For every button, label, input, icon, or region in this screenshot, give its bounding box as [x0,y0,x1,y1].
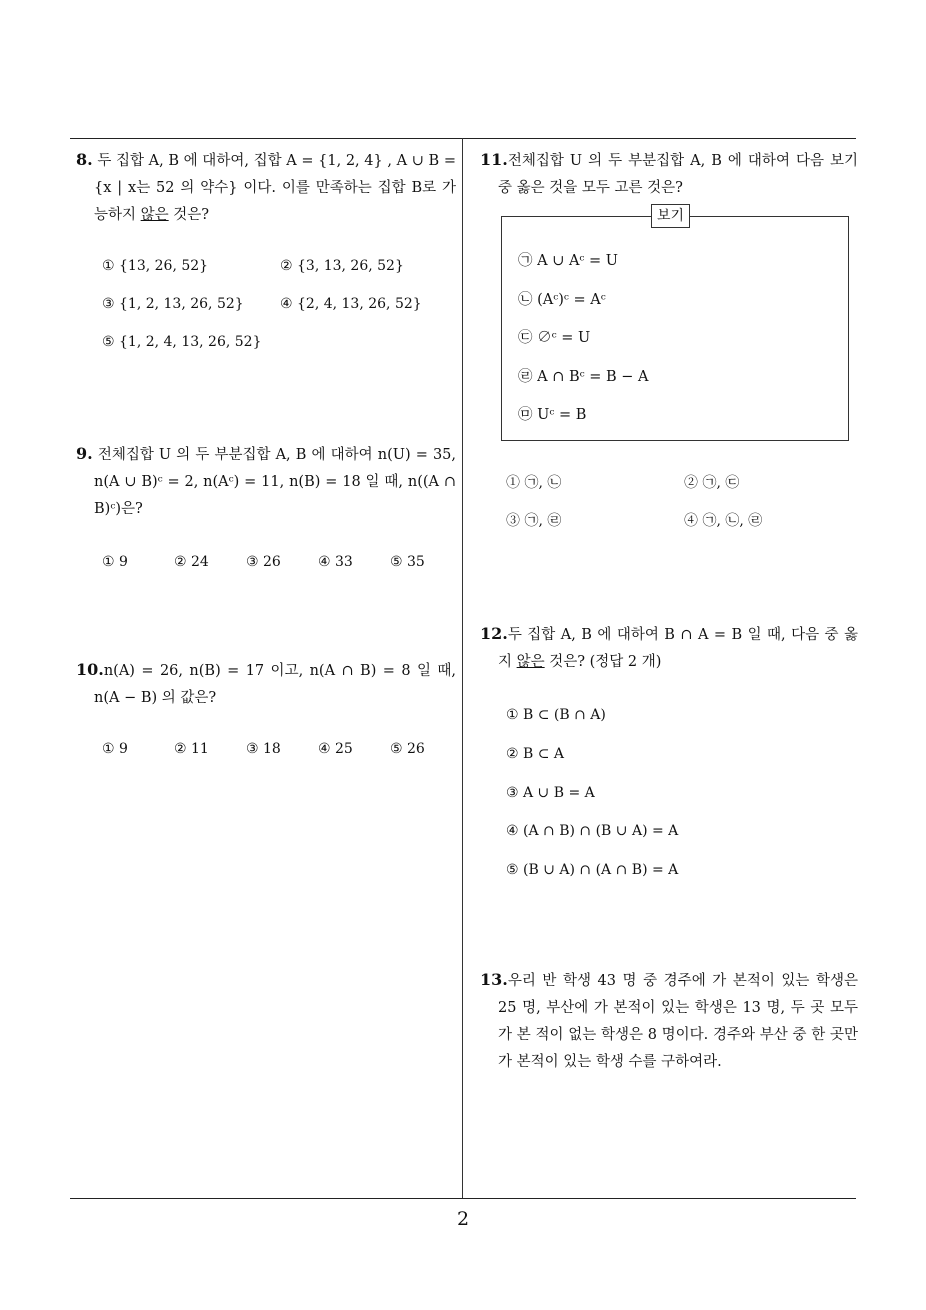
problem-13-body: 우리 반 학생 43 명 중 경주에 가 본적이 있는 학생은 25 명, 부산에 가 본적이 있는 학생은 13 명, 두 곳 모두 가 본 적이 없는 학생은 8 명이다. 경주와 부산 중 한 곳만 가 본적이 있는 학생 수를 구하여라. [498,973,858,1070]
column-divider [462,138,463,1198]
choice-1[interactable]: ① 9 [102,554,128,570]
problem-10-text [76,656,456,712]
bogi-item-1: ㉠ A ∪ Aᶜ = U [518,253,619,269]
choice-4[interactable]: ④ 33 [318,554,353,570]
choice-4[interactable]: ④ 25 [318,741,353,757]
problem-number: 9. [76,444,93,463]
bogi-item-5: ㉤ Uᶜ = B [518,407,587,423]
bogi-label: 보기 [651,204,690,228]
answer-choices [480,676,858,876]
choice-3[interactable]: ③ A ∪ B = A [506,785,595,801]
choice-4[interactable]: ④ (A ∩ B) ∩ (B ∪ A) = A [506,823,679,839]
choice-1[interactable]: ① {13, 26, 52} [102,258,209,274]
bogi-item-3: ㉢ ∅ᶜ = U [518,330,591,346]
choice-2[interactable]: ② {3, 13, 26, 52} [280,258,404,274]
choice-5[interactable]: ⑤ 26 [390,741,425,757]
choice-5[interactable]: ⑤ (B ∪ A) ∩ (A ∩ B) = A [506,862,679,878]
problem-number: 12. [480,624,508,643]
answer-choices [76,712,456,772]
problem-9-text [76,440,456,523]
choice-4[interactable]: ④ ㉠, ㉡, ㉣ [684,513,763,529]
underlined-word: 않은 [516,654,545,670]
answer-choices [76,523,456,583]
choice-2[interactable]: ② 11 [174,741,209,757]
problem-13 [480,966,858,1076]
problem-number: 13. [480,970,508,989]
choice-1[interactable]: ① B ⊂ (B ∩ A) [506,707,606,723]
choice-1[interactable]: ① 9 [102,741,128,757]
bogi-box [501,216,849,441]
problem-12-body: 두 집합 A, B 에 대하여 B ∩ A = B 일 때, 다음 중 옳지 [498,627,858,670]
choice-1[interactable]: ① ㉠, ㉡ [506,475,562,491]
bogi-item-4: ㉣ A ∩ Bᶜ = B − A [518,369,649,385]
choice-5[interactable]: ⑤ {1, 2, 4, 13, 26, 52} [102,334,262,350]
problem-9-body: 전체집합 U 의 두 부분집합 A, B 에 대하여 n(U) = 35, n(A ∪ B)ᶜ = 2, n(Aᶜ) = 11, n(B) = 18 일 때, n((A ∩ B)ᶜ)은? [94,447,457,517]
underlined-word: 않은 [140,207,169,223]
problem-10-body: n(A) = 26, n(B) = 17 이고, n(A ∩ B) = 8 일 때, n(A − B) 의 값은? [94,663,456,706]
choice-2[interactable]: ② B ⊂ A [506,746,565,762]
choice-2[interactable]: ② ㉠, ㉢ [684,475,740,491]
bottom-rule [70,1198,856,1199]
choice-3[interactable]: ③ {1, 2, 13, 26, 52} [102,296,244,312]
problem-11-text [480,146,858,202]
answer-choices [76,229,456,359]
problem-12 [480,620,858,876]
problem-12-body-end: 것은? (정답 2 개) [544,654,662,670]
problem-12-text [480,620,858,676]
problem-8-text [76,146,456,229]
problem-8-body-end: 것은? [168,207,210,223]
problem-11-body: 전체집합 U 의 두 부분집합 A, B 에 대하여 다음 보기 중 옳은 것을 모두 고른 것은? [498,153,858,196]
choice-3[interactable]: ③ 26 [246,554,281,570]
bogi-item-2: ㉡ (Aᶜ)ᶜ = Aᶜ [518,292,606,308]
choice-3[interactable]: ③ ㉠, ㉣ [506,513,562,529]
choice-5[interactable]: ⑤ 35 [390,554,425,570]
problem-8 [76,146,456,359]
problem-8-body: 두 집합 A, B 에 대하여, 집합 A = {1, 2, 4} , A ∪ B = {x | x는 52 의 약수} 이다. 이를 만족하는 집합 B로 가능하지 [94,153,456,223]
choice-3[interactable]: ③ 18 [246,741,281,757]
page-number: 2 [456,1208,470,1230]
choice-2[interactable]: ② 24 [174,554,209,570]
problem-9 [76,440,456,583]
problem-number: 10. [76,660,104,679]
problem-11-choices [480,472,858,532]
top-rule [70,138,856,139]
problem-13-text [480,966,858,1076]
choice-4[interactable]: ④ {2, 4, 13, 26, 52} [280,296,422,312]
problem-10 [76,656,456,772]
problem-11 [480,146,858,202]
problem-number: 8. [76,150,93,169]
problem-number: 11. [480,150,508,169]
